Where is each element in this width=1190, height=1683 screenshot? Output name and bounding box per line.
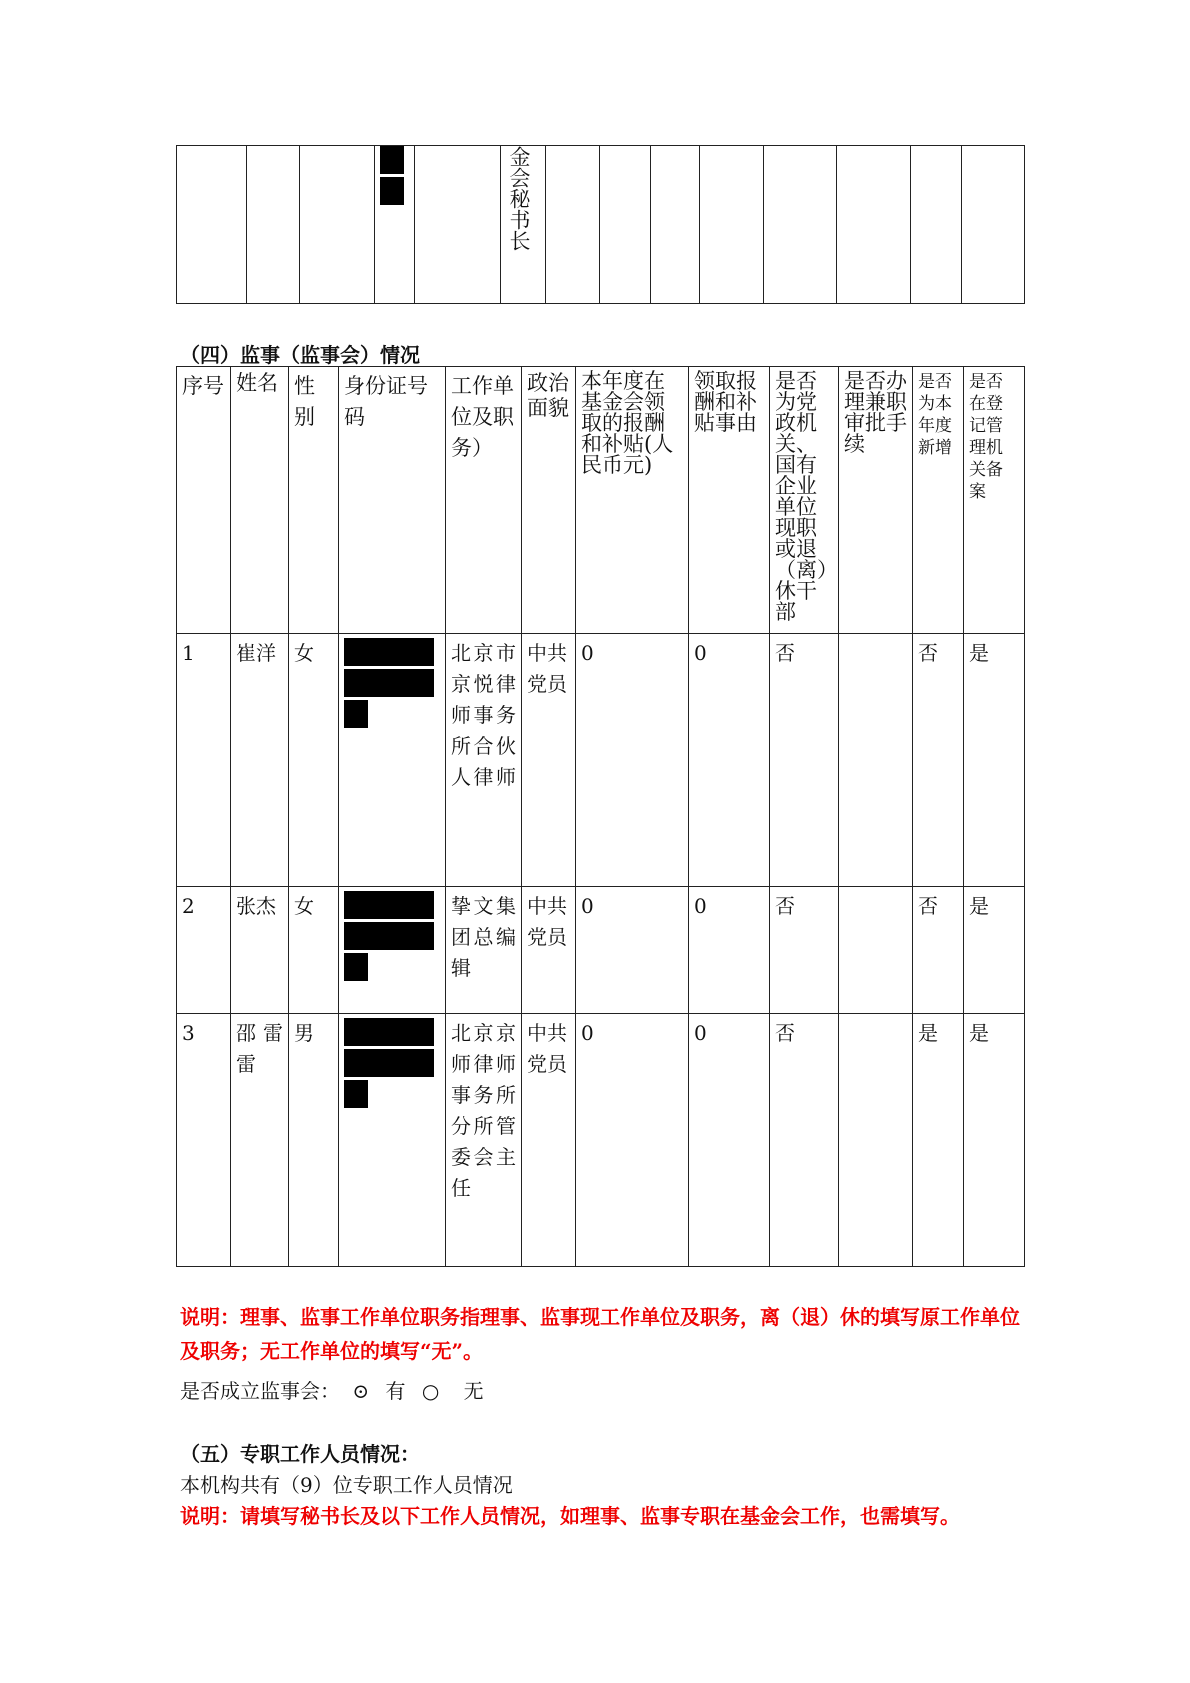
cell-new: 否 (913, 634, 964, 887)
top-cell (764, 146, 837, 304)
redacted-block (344, 638, 434, 666)
cell-party: 中共党员 (522, 634, 576, 887)
cell-org: 北京京师律师事务所分所管委会主任 (446, 1014, 522, 1267)
redacted-block (380, 177, 404, 205)
cell-new: 否 (913, 887, 964, 1014)
header-new: 是否为本年度新增 (913, 367, 964, 634)
top-cell (837, 146, 911, 304)
cell-no: 2 (177, 887, 231, 1014)
redacted-block (344, 1049, 434, 1077)
table-row (177, 634, 1025, 887)
top-org-cell (501, 146, 546, 304)
radio-unselected-icon[interactable]: ○ (421, 1379, 440, 1403)
cell-gender: 男 (289, 1014, 339, 1267)
top-cell (177, 146, 247, 304)
table-row (177, 887, 1025, 1014)
header-filed: 是否在登记管理机关备案 (964, 367, 1025, 634)
cell-name: 张杰 (231, 887, 289, 1014)
supervisors-table (176, 366, 1025, 1267)
top-cell (415, 146, 501, 304)
cell-approval (839, 634, 913, 887)
cell-pay-reason: 0 (689, 634, 770, 887)
header-row (177, 367, 1025, 634)
cell-approval (839, 887, 913, 1014)
redacted-block (344, 700, 368, 728)
cell-pay: 0 (576, 1014, 689, 1267)
supervisory-board-question: 是否成立监事会： (180, 1379, 340, 1403)
top-cell (247, 146, 300, 304)
redacted-block (380, 146, 404, 174)
cell-pay: 0 (576, 634, 689, 887)
cell-filed: 是 (964, 887, 1025, 1014)
section4-title: （四）监事（监事会）情况 (180, 343, 420, 367)
cell-party: 中共党员 (522, 1014, 576, 1267)
cell-pay-reason: 0 (689, 1014, 770, 1267)
cell-pay-reason: 0 (689, 887, 770, 1014)
option-no-label: 无 (463, 1379, 484, 1403)
cell-official: 否 (770, 1014, 839, 1267)
top-cell (546, 146, 600, 304)
cell-official: 否 (770, 887, 839, 1014)
cell-no: 1 (177, 634, 231, 887)
top-cell (300, 146, 375, 304)
note-staff: 说明：请填写秘书长及以下工作人员情况，如理事、监事专职在基金会工作，也需填写。 (180, 1504, 960, 1528)
redacted-block (344, 891, 434, 919)
cell-official: 否 (770, 634, 839, 887)
cell-name: 崔洋 (231, 634, 289, 887)
header-org: 工作单位及职务） (446, 367, 522, 634)
cell-gender: 女 (289, 887, 339, 1014)
redacted-block (344, 922, 434, 950)
header-party: 政治面貌 (522, 367, 576, 634)
cell-no: 3 (177, 1014, 231, 1267)
header-official: 是否为党政机关、国有企业单位现职或退（离）休干部 (770, 367, 839, 634)
cell-new: 是 (913, 1014, 964, 1267)
cell-id (339, 887, 446, 1014)
section5-title: （五）专职工作人员情况： (180, 1442, 420, 1466)
redacted-block (344, 1080, 368, 1108)
top-cell (962, 146, 1025, 304)
cell-party: 中共党员 (522, 887, 576, 1014)
redacted-block (344, 1018, 434, 1046)
header-pay: 本年度在基金会领取的报酬和补贴(人民币元) (576, 367, 689, 634)
option-yes-label: 有 (385, 1379, 406, 1403)
cell-filed: 是 (964, 634, 1025, 887)
cell-gender: 女 (289, 634, 339, 887)
cell-org: 挚文集团总编辑 (446, 887, 522, 1014)
top-cell (651, 146, 700, 304)
cell-pay: 0 (576, 887, 689, 1014)
top-id-cell (375, 146, 415, 304)
cell-name: 邵雷雷 (231, 1014, 289, 1267)
top-table (176, 145, 1025, 304)
top-cell (911, 146, 962, 304)
table-row (177, 1014, 1025, 1267)
radio-selected-icon[interactable]: ⊙ (352, 1379, 370, 1403)
supervisory-board-line (180, 1376, 484, 1406)
cell-filed: 是 (964, 1014, 1025, 1267)
top-cell (700, 146, 764, 304)
header-pay-reason: 领取报酬和补贴事由 (689, 367, 770, 634)
header-gender: 性别 (289, 367, 339, 634)
staff-count-text: 本机构共有（9）位专职工作人员情况 (180, 1473, 513, 1497)
redacted-block (344, 669, 434, 697)
cell-org: 北京市京悦律师事务所合伙人律师 (446, 634, 522, 887)
cell-id (339, 634, 446, 887)
header-approval: 是否办理兼职审批手续 (839, 367, 913, 634)
top-org-text: 金会秘书长 (507, 146, 531, 251)
cell-approval (839, 1014, 913, 1267)
header-id: 身份证号码 (339, 367, 446, 634)
header-no: 序号 (177, 367, 231, 634)
note-work-unit: 说明：理事、监事工作单位职务指理事、监事现工作单位及职务，离（退）休的填写原工作单位及职务；无工作单位的填写“无”。 (180, 1305, 1020, 1363)
redacted-block (344, 953, 368, 981)
header-name: 姓名 (231, 367, 289, 634)
cell-id (339, 1014, 446, 1267)
top-cell (600, 146, 651, 304)
